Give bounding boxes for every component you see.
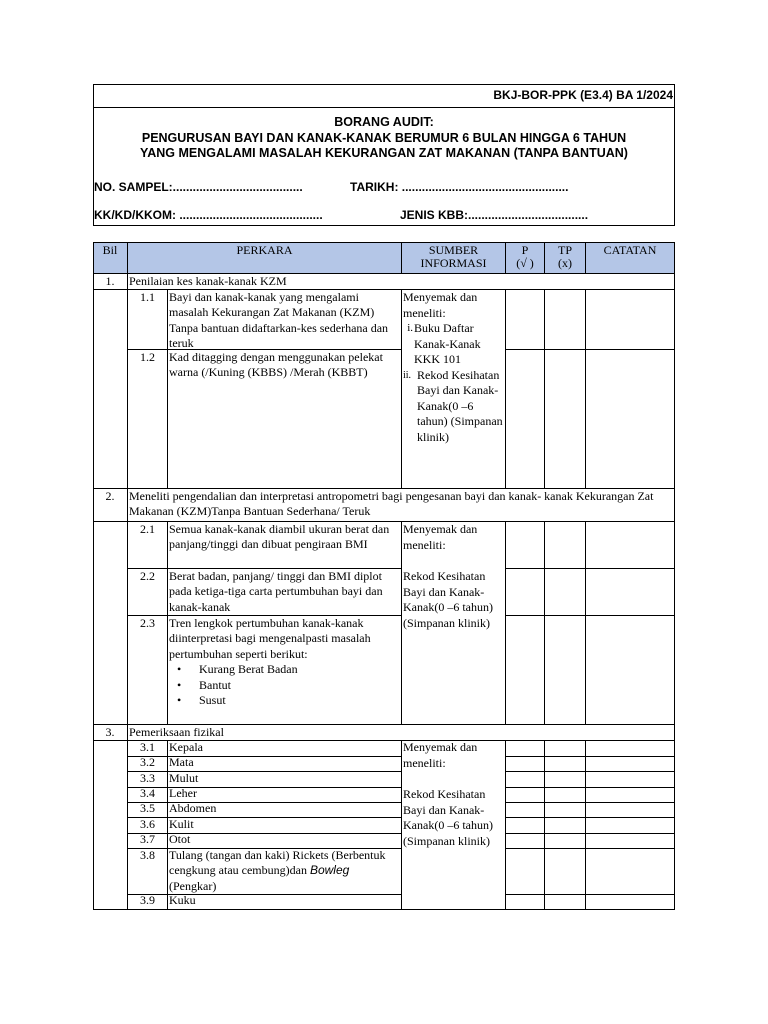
source-intro: Menyemak dan meneliti: — [403, 740, 478, 770]
item-number: 3.9 — [140, 893, 155, 907]
source-marker: ii. — [403, 369, 412, 381]
item-text: Otot — [169, 832, 191, 846]
section-title: Pemeriksaan fizikal — [129, 725, 224, 739]
item-number: 1.1 — [140, 290, 155, 304]
source-text: Buku Daftar Kanak-Kanak KKK 101 — [414, 321, 481, 366]
item-text: Kuku — [169, 893, 196, 907]
item-number: 2.1 — [140, 522, 155, 536]
header-informasi-line: INFORMASI — [420, 256, 487, 270]
form-code: BKJ-BOR-PPK (E3.4) BA 1/2024 — [493, 88, 673, 102]
source-intro: Menyemak dan meneliti: — [403, 522, 478, 552]
source-info — [403, 522, 503, 631]
section-title: Penilaian kes kanak-kanak KZM — [129, 274, 287, 288]
item-text: Bayi dan kanak-kanak yang mengalami masalah Kekurangan Zat Makanan (KZM) Tanpa bantuan didaftarkan-kes sederhana dan teruk — [169, 290, 389, 351]
form-title-line: BORANG AUDIT: — [334, 115, 434, 129]
item-number: 1.2 — [140, 350, 155, 364]
source-text: Rekod Kesihatan Bayi dan Kanak-Kanak(0 –6 tahun) (Simpanan klinik) — [417, 367, 503, 444]
item-text — [169, 848, 391, 894]
item-text: Abdomen — [169, 801, 217, 815]
audit-table — [93, 242, 675, 910]
item-text-part: (Pengkar) — [169, 878, 217, 893]
item-text: Kepala — [169, 740, 203, 754]
source-marker: i. — [407, 322, 413, 334]
item-number: 3.6 — [140, 817, 155, 831]
header-tp-mark: (x) — [558, 256, 572, 270]
header-tp — [545, 244, 585, 270]
item-number: 3.2 — [140, 755, 155, 769]
section-title: Meneliti pengendalian dan interpretasi antropometri bagi pengesanan bayi dan kanak- kanak Kekurangan Zat Makanan (KZM)Tanpa Bantuan Sederhana/ Teruk — [129, 489, 654, 519]
form-title-line: PENGURUSAN BAYI DAN KANAK-KANAK BERUMUR 6 BULAN HINGGA 6 TAHUN — [141, 130, 627, 145]
item-text-part: Tulang (tangan dan kaki) Rickets (Berbentuk cengkung atau cembung)dan — [169, 848, 386, 878]
item-number: 3.1 — [140, 740, 155, 754]
header-catatan: CATATAN — [603, 243, 657, 257]
item-text-main: Tren lengkok pertumbuhan kanak-kanak diinterpretasi bagi mengenalpasti masalah pertumbuhan seperti berikut: — [169, 616, 371, 661]
item-text — [169, 616, 395, 708]
source-text: Rekod Kesihatan Bayi dan Kanak-Kanak(0 –6 tahun) (Simpanan klinik) — [403, 787, 493, 848]
list-item: • Kurang Berat Badan — [169, 662, 395, 677]
source-item — [403, 368, 503, 446]
item-number: 3.8 — [140, 848, 155, 862]
form-title-line: YANG MENGALAMI MASALAH KEKURANGAN ZAT MAKANAN (TANPA BANTUAN) — [140, 146, 628, 160]
item-text-italic: Bowleg — [309, 863, 350, 878]
header-bil: Bil — [102, 243, 118, 257]
section-number: 2. — [105, 489, 115, 503]
source-item — [403, 321, 503, 368]
header-p — [506, 244, 544, 270]
item-text: Mulut — [169, 771, 199, 785]
source-info — [403, 740, 503, 849]
header-perkara: PERKARA — [236, 243, 293, 257]
item-number: 3.3 — [140, 771, 155, 785]
source-text: Rekod Kesihatan Bayi dan Kanak-Kanak(0 –6 tahun) (Simpanan klinik) — [403, 569, 493, 630]
source-info — [403, 290, 503, 445]
growth-problem-list — [169, 662, 395, 708]
item-text: Mata — [169, 755, 194, 769]
header-p-mark: (√ ) — [516, 256, 534, 270]
header-sumber-informasi — [402, 244, 505, 270]
form-title — [94, 115, 674, 162]
item-number: 2.3 — [140, 616, 155, 630]
header-tp-line: TP — [557, 243, 572, 257]
item-number: 3.5 — [140, 801, 155, 815]
item-text: Kulit — [169, 817, 194, 831]
jenis-kbb-field[interactable]: JENIS KBB:.................................... — [400, 208, 589, 222]
header-p-line: P — [521, 243, 529, 257]
kk-kd-kkom-field[interactable]: KK/KD/KKOM: ........................................... — [94, 208, 323, 222]
list-item: • Bantut — [169, 678, 395, 693]
item-text: Berat badan, panjang/ tinggi dan BMI diplot pada ketiga-tiga carta pertumbuhan bayi dan kanak-kanak — [169, 569, 383, 614]
section-number: 3. — [105, 725, 115, 739]
list-item: • Susut — [169, 693, 395, 708]
item-number: 2.2 — [140, 569, 155, 583]
section-number: 1. — [105, 274, 115, 288]
header-sumber-line: SUMBER — [428, 243, 479, 257]
item-number: 3.7 — [140, 832, 155, 846]
header-divider — [94, 107, 674, 108]
item-text: Leher — [169, 786, 197, 800]
item-text: Semua kanak-kanak diambil ukuran berat dan panjang/tinggi dan dibuat pengiraan BMI — [169, 522, 390, 552]
item-number: 3.4 — [140, 786, 155, 800]
item-text: Kad ditagging dengan menggunakan pelekat warna (/Kuning (KBBS) /Merah (KBBT) — [169, 350, 383, 380]
form-header-box — [93, 84, 675, 226]
tarikh-field[interactable]: TARIKH: .................................................. — [350, 180, 569, 194]
source-intro: Menyemak dan meneliti: — [403, 290, 478, 320]
no-sampel-field[interactable]: NO. SAMPEL:....................................... — [94, 180, 303, 194]
